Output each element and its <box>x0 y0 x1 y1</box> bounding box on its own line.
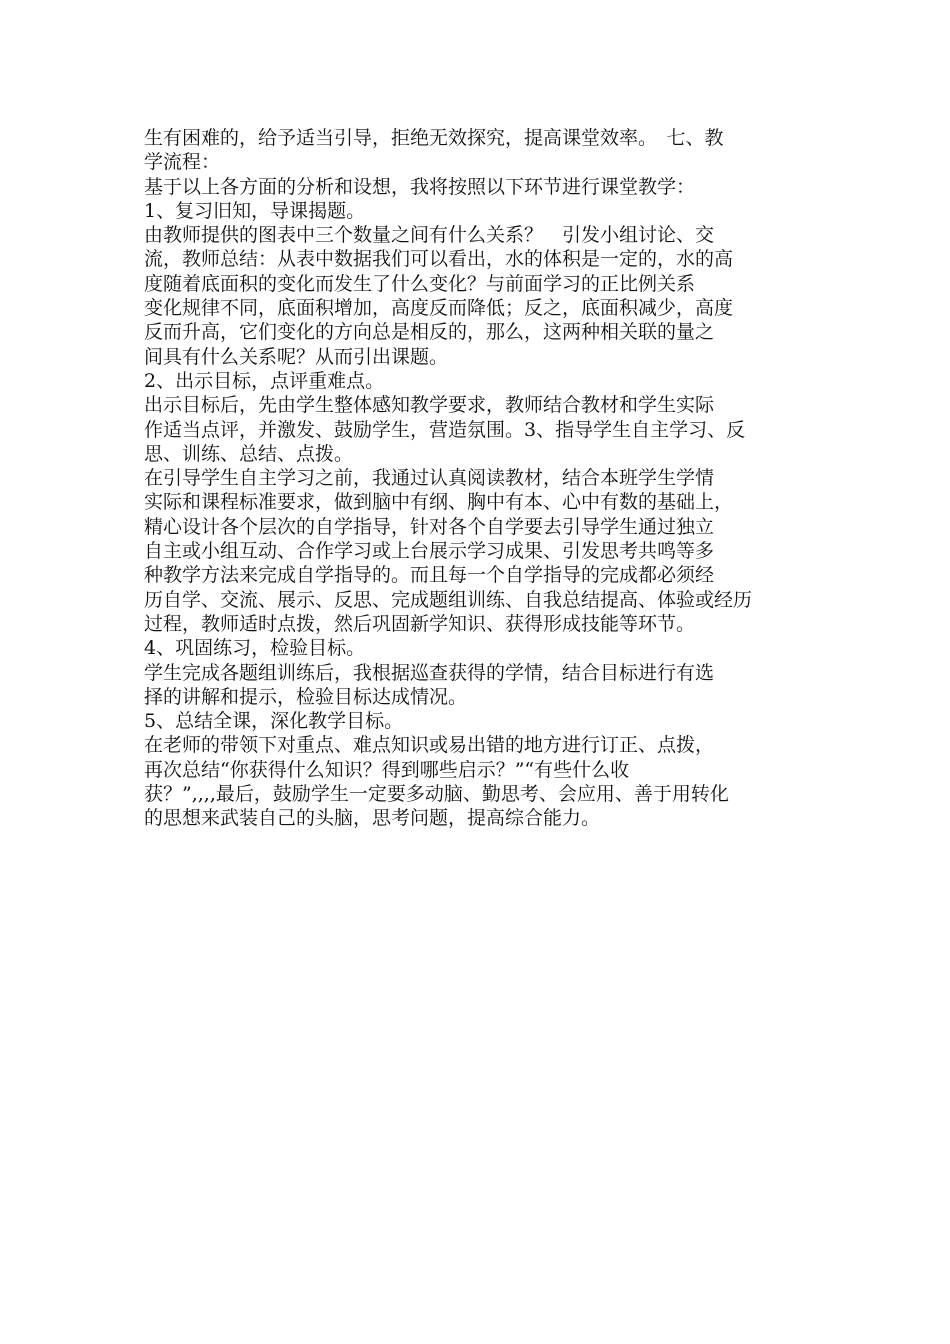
text-line: 在老师的带领下对重点、难点知识或易出错的地方进行订正、点拨， <box>144 734 715 757</box>
text-line: 再次总结“你获得什么知识？得到哪些启示？”“有些什么收 <box>144 758 630 781</box>
text-line: 学流程： <box>144 151 221 174</box>
text-line: 间具有什么关系呢？从而引出课题。 <box>144 345 449 368</box>
section-heading: 1、复习旧知，导课揭题。 <box>144 199 366 222</box>
text-line: 作适当点评，并激发、鼓励学生，营造氛围。3、指导学生自主学习、反 <box>144 418 746 441</box>
text-line: 变化规律不同，底面积增加，高度反而降低；反之，底面积减少，高度 <box>144 297 734 320</box>
text-line: 精心设计各个层次的自学指导，针对各个自学要去引导学生通过独立 <box>144 515 715 538</box>
text-line: 实际和课程标准要求，做到脑中有纲、胸中有本、心中有数的基础上， <box>144 491 734 514</box>
section-heading: 2、出示目标，点评重难点。 <box>144 369 385 392</box>
text-line: 流，教师总结：从表中数据我们可以看出，水的体积是一定的，水的高 <box>144 248 734 271</box>
text-line: 历自学、交流、展示、反思、完成题组训练、自我总结提高、体验或经历 <box>144 588 753 611</box>
text-line: 在引导学生自主学习之前，我通过认真阅读教材，结合本班学生学情 <box>144 467 715 490</box>
text-line: 的思想来武装自己的头脑，思考问题，提高综合能力。 <box>144 807 601 830</box>
text-line: 反而升高，它们变化的方向总是相反的，那么，这两种相关联的量之 <box>144 321 715 344</box>
text-line: 出示目标后，先由学生整体感知教学要求，教师结合教材和学生实际 <box>144 394 715 417</box>
section-heading: 4、巩固练习，检验目标。 <box>144 637 366 660</box>
text-line: 由教师提供的图表中三个数量之间有什么关系？ 引发小组讨论、交 <box>144 224 715 247</box>
text-line: 自主或小组互动、合作学习或上台展示学习成果、引发思考共鸣等多 <box>144 540 715 563</box>
text-line: 学生完成各题组训练后，我根据巡查获得的学情，结合目标进行有选 <box>144 661 715 684</box>
text-line: 度随着底面积的变化而发生了什么变化？与前面学习的正比例关系 <box>144 272 696 295</box>
text-line: 生有困难的，给予适当引导，拒绝无效探究，提高课堂效率。 七、教 <box>144 127 724 149</box>
text-line: 获？”,,,,最后，鼓励学生一定要多动脑、勤思考、会应用、善于用转化 <box>144 783 729 806</box>
text-line: 思、训练、总结、点拨。 <box>144 442 354 465</box>
text-line: 择的讲解和提示，检验目标达成情况。 <box>144 685 468 708</box>
text-line: 基于以上各方面的分析和设想，我将按照以下环节进行课堂教学： <box>144 175 696 198</box>
text-line: 过程，教师适时点拨，然后巩固新学知识、获得形成技能等环节。 <box>144 612 696 635</box>
text-line: 种教学方法来完成自学指导的。而且每一个自学指导的完成都必须经 <box>144 564 715 587</box>
document-body <box>144 126 806 831</box>
section-heading: 5、总结全课，深化教学目标。 <box>144 710 404 733</box>
